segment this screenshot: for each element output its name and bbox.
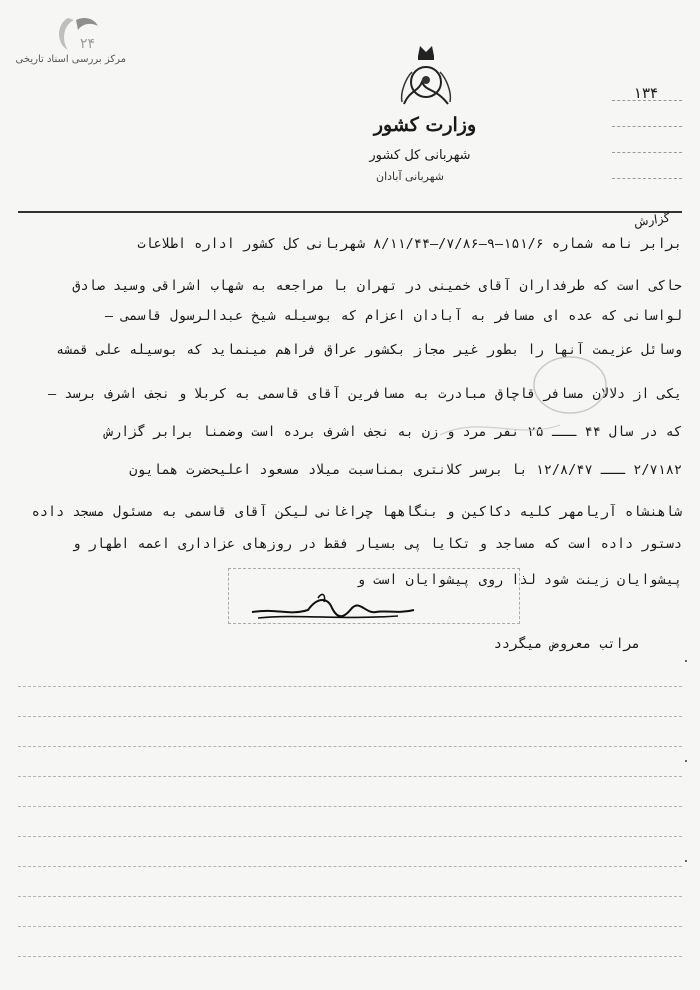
ruled-line — [18, 926, 682, 927]
punch-mark — [685, 660, 687, 662]
ruled-line — [18, 866, 682, 867]
report-line: وسائل عزیمت آنها را بطور غیر مجاز بکشور عراق فراهم مینماید که بوسیله علی قمشه — [56, 342, 682, 358]
report-line: شاهنشاه آریامهر کلیه دکاکین و بنگاهها چراغانی لیکن آقای قاسمی به مسئول مسجد داده — [31, 504, 682, 520]
report-closing: مراتب معروض میگردد — [493, 636, 640, 652]
svg-text:۲۴: ۲۴ — [80, 36, 96, 52]
report-line: ۲/۷۱۸۲ ـــ ۱۲/۸/۴۷ با برسر کلانتری بمناسبت میلاد مسعود اعلیحضرت همایون — [129, 462, 682, 478]
ruled-line — [18, 746, 682, 747]
report-line: پیشوایان زینت شود لذا روی پیشوایان است و — [356, 572, 682, 588]
report-heading: گزارش — [632, 210, 671, 230]
lion-and-sun-emblem-icon — [396, 42, 456, 112]
ruled-line — [18, 806, 682, 807]
report-line: یکی از دلالان مسافر قاچاق مبادرت به مسافرین آقای قاسمی به کربلا و نجف اشرف برسد – — [48, 386, 682, 402]
archive-watermark — [16, 14, 126, 68]
ruled-line — [18, 716, 682, 717]
header-separator — [18, 211, 682, 213]
faint-stamp-mark — [420, 345, 610, 455]
punch-mark — [685, 760, 687, 762]
ruled-line — [18, 776, 682, 777]
report-line: حاکی است که طرفداران آقای خمینی در تهران با مراجعه به شهاب اشراقی وسید صادق — [72, 278, 682, 294]
punch-mark — [685, 860, 687, 862]
report-line: برابر نامه شماره ۱۵۱/۶–۹–۷/۸۶/–۸/۱۱/۴۴ شهربانی کل کشور اداره اطلاعات — [137, 236, 682, 252]
ministry-title: وزارت کشور — [373, 114, 477, 136]
report-line: لواسانی که عده ای مسافر به آبادان اعزام که بوسیله شیخ عبدالرسول قاسمی – — [104, 308, 682, 324]
branch-name: شهربانی آبادان — [376, 170, 444, 183]
letter-number: ۱۳۴ — [633, 84, 659, 102]
ruled-line — [18, 896, 682, 897]
archive-logo-icon — [54, 14, 104, 54]
ruled-line — [18, 836, 682, 837]
handwritten-signature — [248, 590, 418, 624]
report-line: دستور داده است که مساجد و تکایا پی بسیار فقط در روزهای عزاداری اعمه اطهار و — [72, 536, 682, 552]
archive-watermark-text: مرکز بررسی اسناد تاریخی — [15, 54, 126, 65]
office-name: شهربانی کل کشور — [369, 148, 471, 163]
ruled-line — [18, 956, 682, 957]
report-line: که در سال ۴۴ ـــ ۲۵ نفر مرد و زن به نجف اشرف برده است وضمناً برابر گزارش — [104, 424, 682, 440]
ruled-line — [18, 686, 682, 687]
